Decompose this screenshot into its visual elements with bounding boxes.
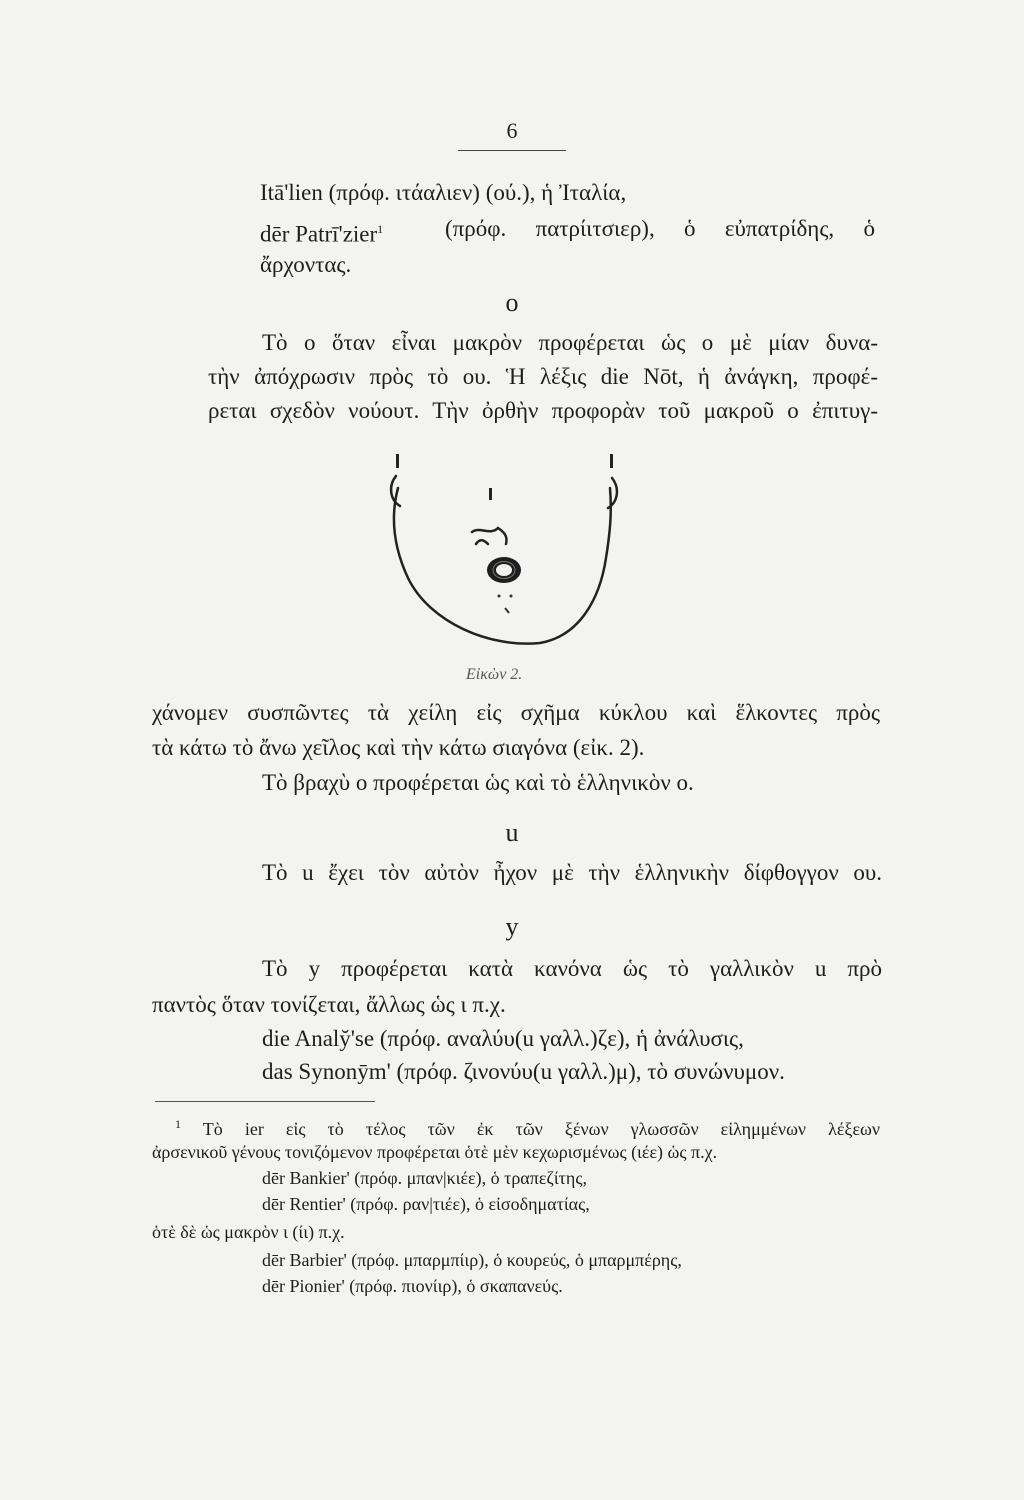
text-line: Τὸ u ἔχει τὸν αὐτὸν ἦχον μὲ τὴν ἑλληνικὴν δίφθογγον ου. [262, 860, 882, 885]
section-heading-u: u [505, 818, 519, 847]
footnote-line: ἀρσενικοῦ γένους τονιζόμενον προφέρεται ὁτὲ μὲν κεχωρισμένως (ιέε) ὡς π.χ. [152, 1142, 718, 1162]
text-line: (πρόφ. πατρίιτσιερ), ὁ εὐπατρίδης, ὁ [445, 216, 875, 241]
text-line: τὴν ἀπόχρωσιν πρὸς τὸ ου. Ἡ λέξις die Nōt, ἡ ἀνάγκη, προφέ- [208, 364, 878, 389]
text-line: die Analy̆'se (πρόφ. αναλύυ(u γαλλ.)ζε), ἡ ἀνάλυσις, [262, 1026, 744, 1051]
section-heading-y: y [505, 912, 519, 941]
page-number: 6 [506, 118, 518, 143]
footnote-rule [155, 1101, 375, 1102]
text-line: Τὸ y προφέρεται κατὰ κανόνα ὡς τὸ γαλλικὸν u πρὸ [262, 956, 882, 981]
text-line: Τὸ βραχὺ o προφέρεται ὡς καὶ τὸ ἑλληνικὸν ο. [262, 770, 694, 795]
text-line: Itā'lien (πρόφ. ιτάαλιεν) (ού.), ἡ Ἰταλία, [260, 180, 627, 205]
text-line [260, 214, 383, 250]
footnote-mark: 1 [175, 1117, 181, 1131]
face-illustration [380, 448, 650, 678]
footnote-line: dēr Bankier' (πρόφ. μπαν|κιέε), ὁ τραπεζίτης, [262, 1168, 587, 1188]
footnote-line: ὁτὲ δὲ ὡς μακρὸν ι (ίι) π.χ. [152, 1222, 345, 1242]
text-line: τὰ κάτω τὸ ἄνω χεῖλος καὶ τὴν κάτω σιαγόνα (εἰκ. 2). [152, 735, 645, 760]
text-line: Τὸ o ὅταν εἶναι μακρὸν προφέρεται ὡς ο μὲ μίαν δυνα- [262, 330, 878, 355]
text-line: χάνομεν συσπῶντες τὰ χείλη εἰς σχῆμα κύκλου καὶ ἕλκοντες πρὸς [152, 700, 880, 725]
footnote-line: dēr Barbier' (πρόφ. μπαρμπίιρ), ὁ κουρεύς, ὁ μπαρμπέρης, [262, 1250, 682, 1270]
footnote-line: dēr Pionier' (πρόφ. πιονίιρ), ὁ σκαπανεύς. [262, 1276, 563, 1296]
figure-caption: Εἰκὼν 2. [466, 666, 523, 683]
text-fragment: dēr Patrī'zier [260, 221, 378, 247]
text-line: ἄρχοντας. [260, 252, 352, 277]
footnote-line [175, 1112, 880, 1141]
section-heading-o: o [505, 288, 519, 317]
header-rule [458, 150, 566, 151]
text-line: ρεται σχεδὸν νούουτ. Τὴν ὀρθὴν προφορὰν τοῦ μακροῦ o ἐπιτυγ- [208, 398, 878, 423]
footnote-line: dēr Rentier' (πρόφ. ραν|τιέε), ὁ εἰσοδηματίας, [262, 1194, 590, 1214]
text-fragment: Τὸ ier εἰς τὸ τέλος τῶν ἐκ τῶν ξένων γλωσσῶν εἰλημμένων λέξεων [202, 1119, 880, 1139]
text-line: παντὸς ὅταν τονίζεται, ἄλλως ὡς ι π.χ. [152, 992, 506, 1017]
text-line: das Synonȳm' (πρόφ. ζινονύυ(u γαλλ.)μ), τὸ συνώνυμον. [262, 1059, 785, 1084]
footnote-mark: 1 [377, 222, 384, 236]
